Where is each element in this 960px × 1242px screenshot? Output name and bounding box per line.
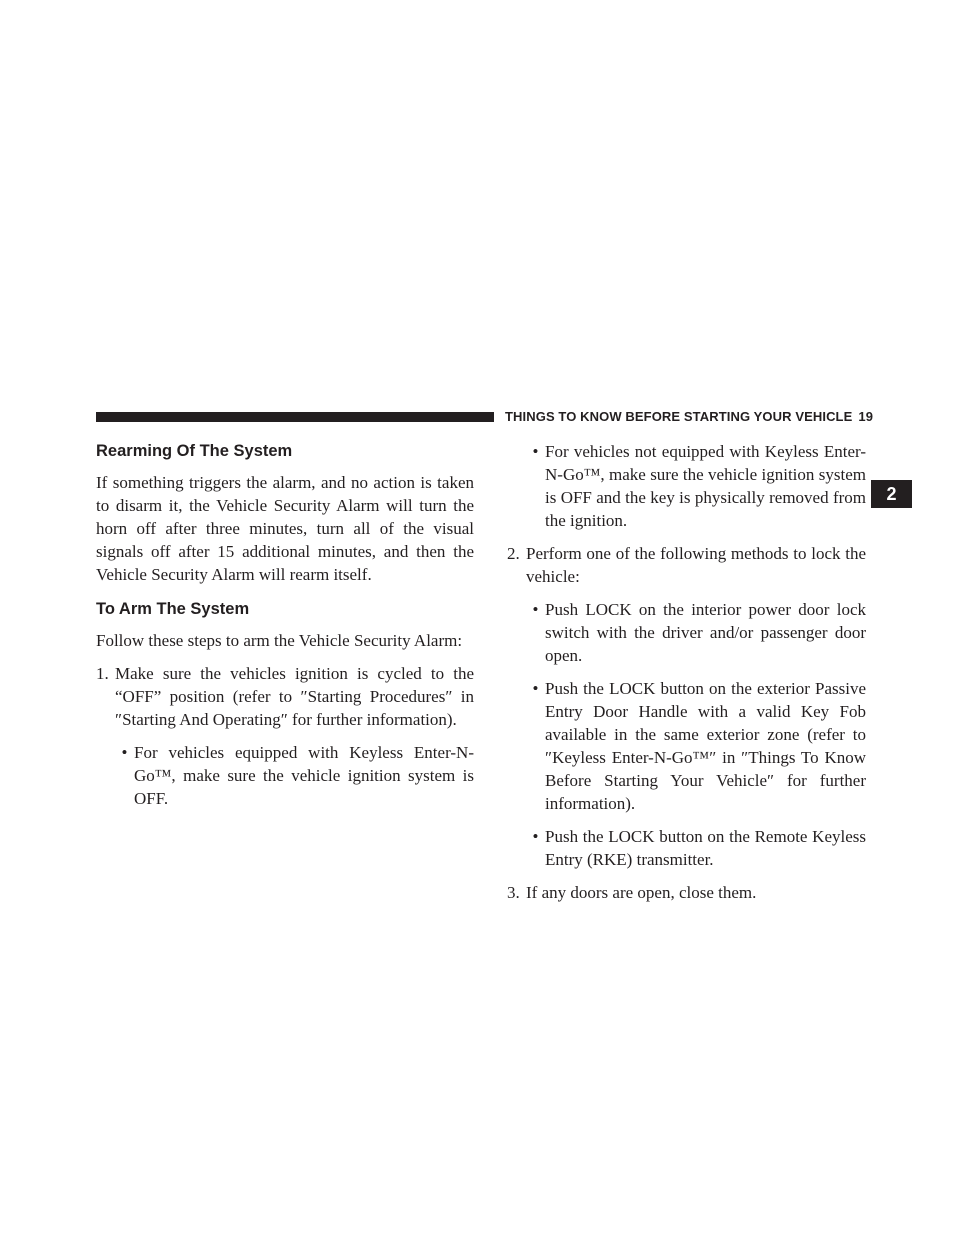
page-number: 19 <box>858 409 874 424</box>
step-text: Perform one of the following methods to lock the vehicle: <box>526 544 866 586</box>
step-text: If any doors are open, close them. <box>526 883 757 902</box>
step-text: Make sure the vehicles ignition is cycled to the “OFF” position (refer to ″Starting Procedures″ in ″Starting And Operating″ for further information). <box>115 664 474 729</box>
right-column <box>507 440 866 914</box>
bullet-icon: • <box>121 743 128 762</box>
step-2 <box>507 542 866 588</box>
left-column <box>96 440 474 820</box>
bullet-icon: • <box>532 679 539 698</box>
chapter-tab <box>871 480 912 508</box>
header-rule-bar <box>96 412 494 422</box>
bullet-item <box>526 598 866 667</box>
bullet-icon: • <box>532 600 539 619</box>
step-number: 2. <box>507 544 520 563</box>
bullet-text: For vehicles equipped with Keyless Enter-N-Go™, make sure the vehicle ignition system is OFF. <box>134 743 474 808</box>
bullet-text: Push the LOCK button on the Remote Keyless Entry (RKE) transmitter. <box>545 827 866 869</box>
paragraph-arm-intro: Follow these steps to arm the Vehicle Security Alarm: <box>96 631 463 650</box>
section-heading-rearming: Rearming Of The System <box>96 442 293 460</box>
bullet-icon: • <box>532 442 539 461</box>
running-header <box>505 408 874 426</box>
step-number: 3. <box>507 883 520 902</box>
bullet-item <box>526 677 866 815</box>
section-heading-arm: To Arm The System <box>96 600 250 618</box>
bullet-text: Push LOCK on the interior power door lock switch with the driver and/or passenger door open. <box>545 600 866 665</box>
bullet-item <box>526 440 866 532</box>
chapter-number: 2 <box>886 483 897 504</box>
step-number: 1. <box>96 664 109 683</box>
bullet-text: Push the LOCK button on the exterior Passive Entry Door Handle with a valid Key Fob available in the same exterior zone (refer to ″Keyless Enter-N-Go™″ in ″Things To Know Before Starting Your Vehicle″ for further information). <box>545 679 866 813</box>
bullet-text: For vehicles not equipped with Keyless Enter-N-Go™, make sure the vehicle ignition system is OFF and the key is physically removed from the ignition. <box>545 442 866 530</box>
bullet-item <box>526 825 866 871</box>
step-3 <box>507 881 866 904</box>
bullet-icon: • <box>532 827 539 846</box>
running-header-title: THINGS TO KNOW BEFORE STARTING YOUR VEHICLE <box>505 409 853 424</box>
paragraph-rearming: If something triggers the alarm, and no action is taken to disarm it, the Vehicle Security Alarm will turn the horn off after three minutes, turn all of the visual signals off after 15 additional minutes, and then the Vehicle Security Alarm will rearm itself. <box>96 473 474 584</box>
step-1 <box>96 662 474 731</box>
bullet-item <box>115 741 474 810</box>
